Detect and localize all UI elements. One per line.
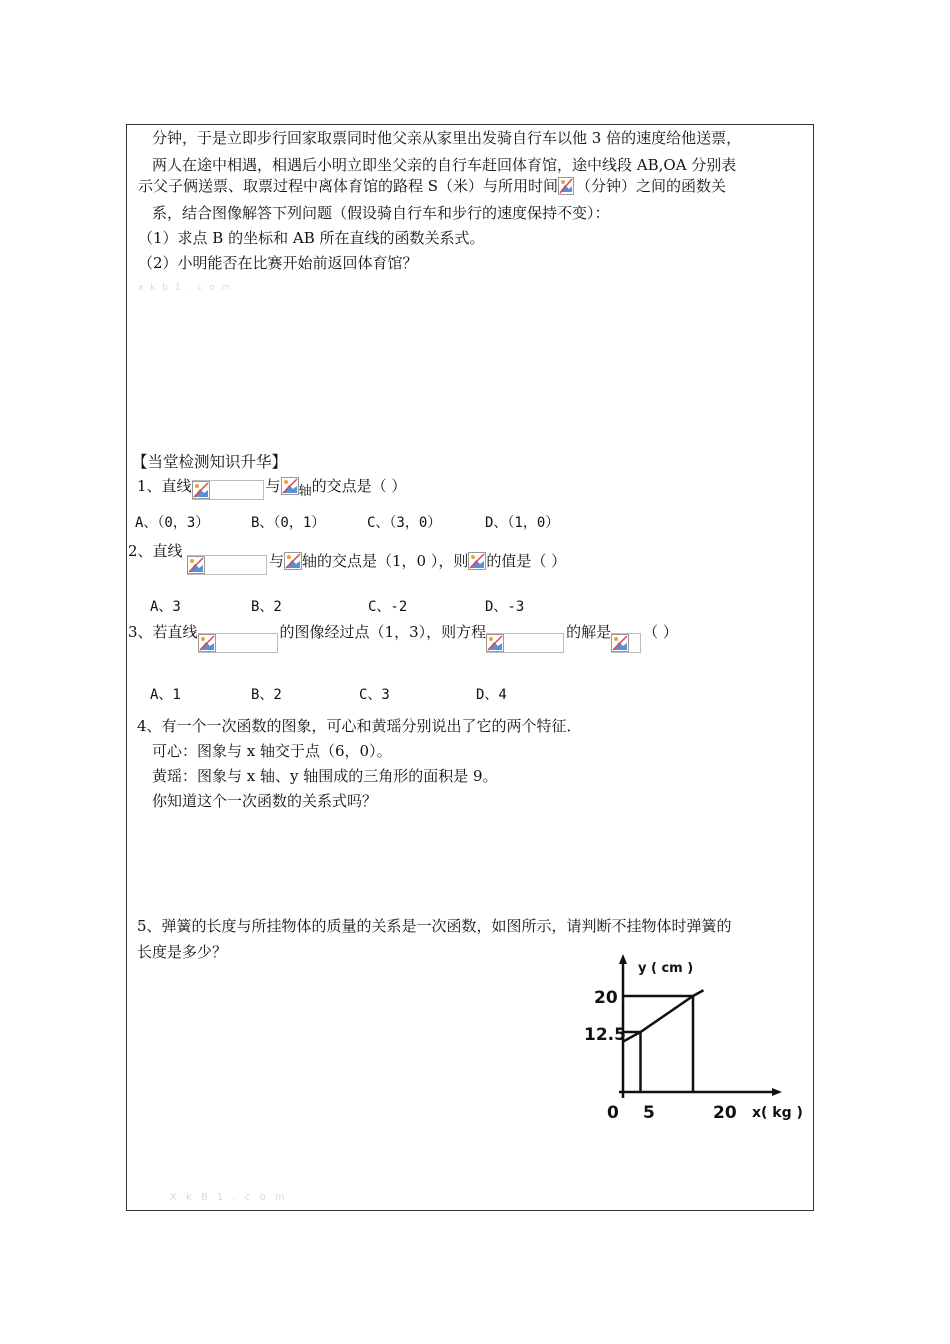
option-b[interactable]: B、（0，1） bbox=[251, 515, 326, 531]
y-axis-label: y ( cm ) bbox=[638, 961, 694, 976]
section-title: 【当堂检测知识升华】 bbox=[132, 453, 288, 471]
question-2: （2）小明能否在比赛开始前返回体育馆？ bbox=[138, 254, 418, 272]
problem-3: 3、若直线 的图像经过点（1，3），则方程 的解是 （ ） bbox=[128, 622, 678, 653]
broken-image-icon bbox=[192, 481, 210, 499]
option-b[interactable]: B、2 bbox=[251, 599, 282, 615]
option-a[interactable]: A、（0，3） bbox=[135, 515, 210, 531]
broken-image-icon bbox=[284, 552, 302, 570]
problem-4-line-1: 4、有一个一次函数的图象，可心和黄瑶分别说出了它的两个特征． bbox=[137, 717, 582, 735]
y-tick-20: 20 bbox=[594, 988, 618, 1008]
problem-5-line-2: 长度是多少？ bbox=[137, 943, 228, 961]
intro-line-3: 示父子俩送票、取票过程中离体育馆的路程 S（米）与所用时间 （分钟）之间的函数关 bbox=[138, 177, 727, 195]
question-1: （1）求点 B 的坐标和 AB 所在直线的函数关系式。 bbox=[138, 229, 485, 247]
formula-image-box bbox=[187, 555, 267, 575]
option-a[interactable]: A、3 bbox=[150, 599, 181, 615]
x-tick-5: 5 bbox=[643, 1103, 655, 1123]
broken-image-icon bbox=[558, 177, 576, 195]
broken-image-icon bbox=[281, 477, 299, 495]
problem-5-line-1: 5、弹簧的长度与所挂物体的质量的关系是一次函数，如图所示，请判断不挂物体时弹簧的 bbox=[137, 917, 732, 935]
y-axis-arrow bbox=[619, 954, 627, 964]
broken-image-icon bbox=[198, 634, 216, 652]
intro-line-4: 系，结合图像解答下列问题（假设骑自行车和步行的速度保持不变）： bbox=[152, 204, 610, 222]
problem-4-line-4: 你知道这个一次函数的关系式吗？ bbox=[152, 792, 378, 810]
option-d[interactable]: D、4 bbox=[476, 687, 507, 703]
intro-line-2: 两人在途中相遇，相遇后小明立即坐父亲的自行车赶回体育馆，途中线段 AB,OA 分别表 bbox=[152, 156, 737, 174]
option-b[interactable]: B、2 bbox=[251, 687, 282, 703]
x-tick-20: 20 bbox=[713, 1103, 737, 1123]
problem-1: 1、直线 与 轴的交点是（ ） bbox=[137, 477, 407, 499]
problem-2-label: 2、直线 bbox=[128, 542, 183, 560]
option-d[interactable]: D、（1，0） bbox=[485, 515, 560, 531]
formula-image-box bbox=[192, 480, 264, 500]
watermark: x k b 1 . c o m bbox=[138, 283, 233, 293]
option-c[interactable]: C、（3，0） bbox=[367, 515, 442, 531]
formula-image-box bbox=[198, 633, 278, 653]
option-c[interactable]: C、-2 bbox=[368, 599, 408, 615]
option-a[interactable]: A、1 bbox=[150, 687, 181, 703]
intro-line-1: 分钟，于是立即步行回家取票同时他父亲从家里出发骑自行车以他 3 倍的速度给他送票， bbox=[152, 129, 742, 147]
watermark: X k B 1 . c o m bbox=[170, 1192, 288, 1203]
broken-image-icon bbox=[468, 552, 486, 570]
y-tick-12-5: 12.5 bbox=[584, 1025, 626, 1045]
broken-image-icon bbox=[486, 634, 504, 652]
broken-image-icon bbox=[187, 556, 205, 574]
function-line bbox=[623, 990, 704, 1041]
option-c[interactable]: C、3 bbox=[359, 687, 390, 703]
broken-image-icon bbox=[611, 634, 629, 652]
x-axis-arrow bbox=[772, 1088, 782, 1096]
problem-4-line-2: 可心：图象与 x 轴交于点（6，0）。 bbox=[152, 742, 392, 760]
graph-marks bbox=[623, 990, 704, 1092]
origin-label: 0 bbox=[607, 1103, 619, 1123]
x-axis-label: x( kg ) bbox=[752, 1105, 803, 1121]
spring-graph bbox=[580, 950, 810, 1140]
option-d[interactable]: D、-3 bbox=[485, 599, 525, 615]
problem-4-line-3: 黄瑶：图象与 x 轴、y 轴围成的三角形的面积是 9。 bbox=[152, 767, 498, 785]
formula-image-box bbox=[486, 633, 564, 653]
formula-image-box bbox=[611, 633, 641, 653]
problem-2: 与 轴的交点是（1，0 ），则 的值是（ ） bbox=[187, 551, 566, 575]
